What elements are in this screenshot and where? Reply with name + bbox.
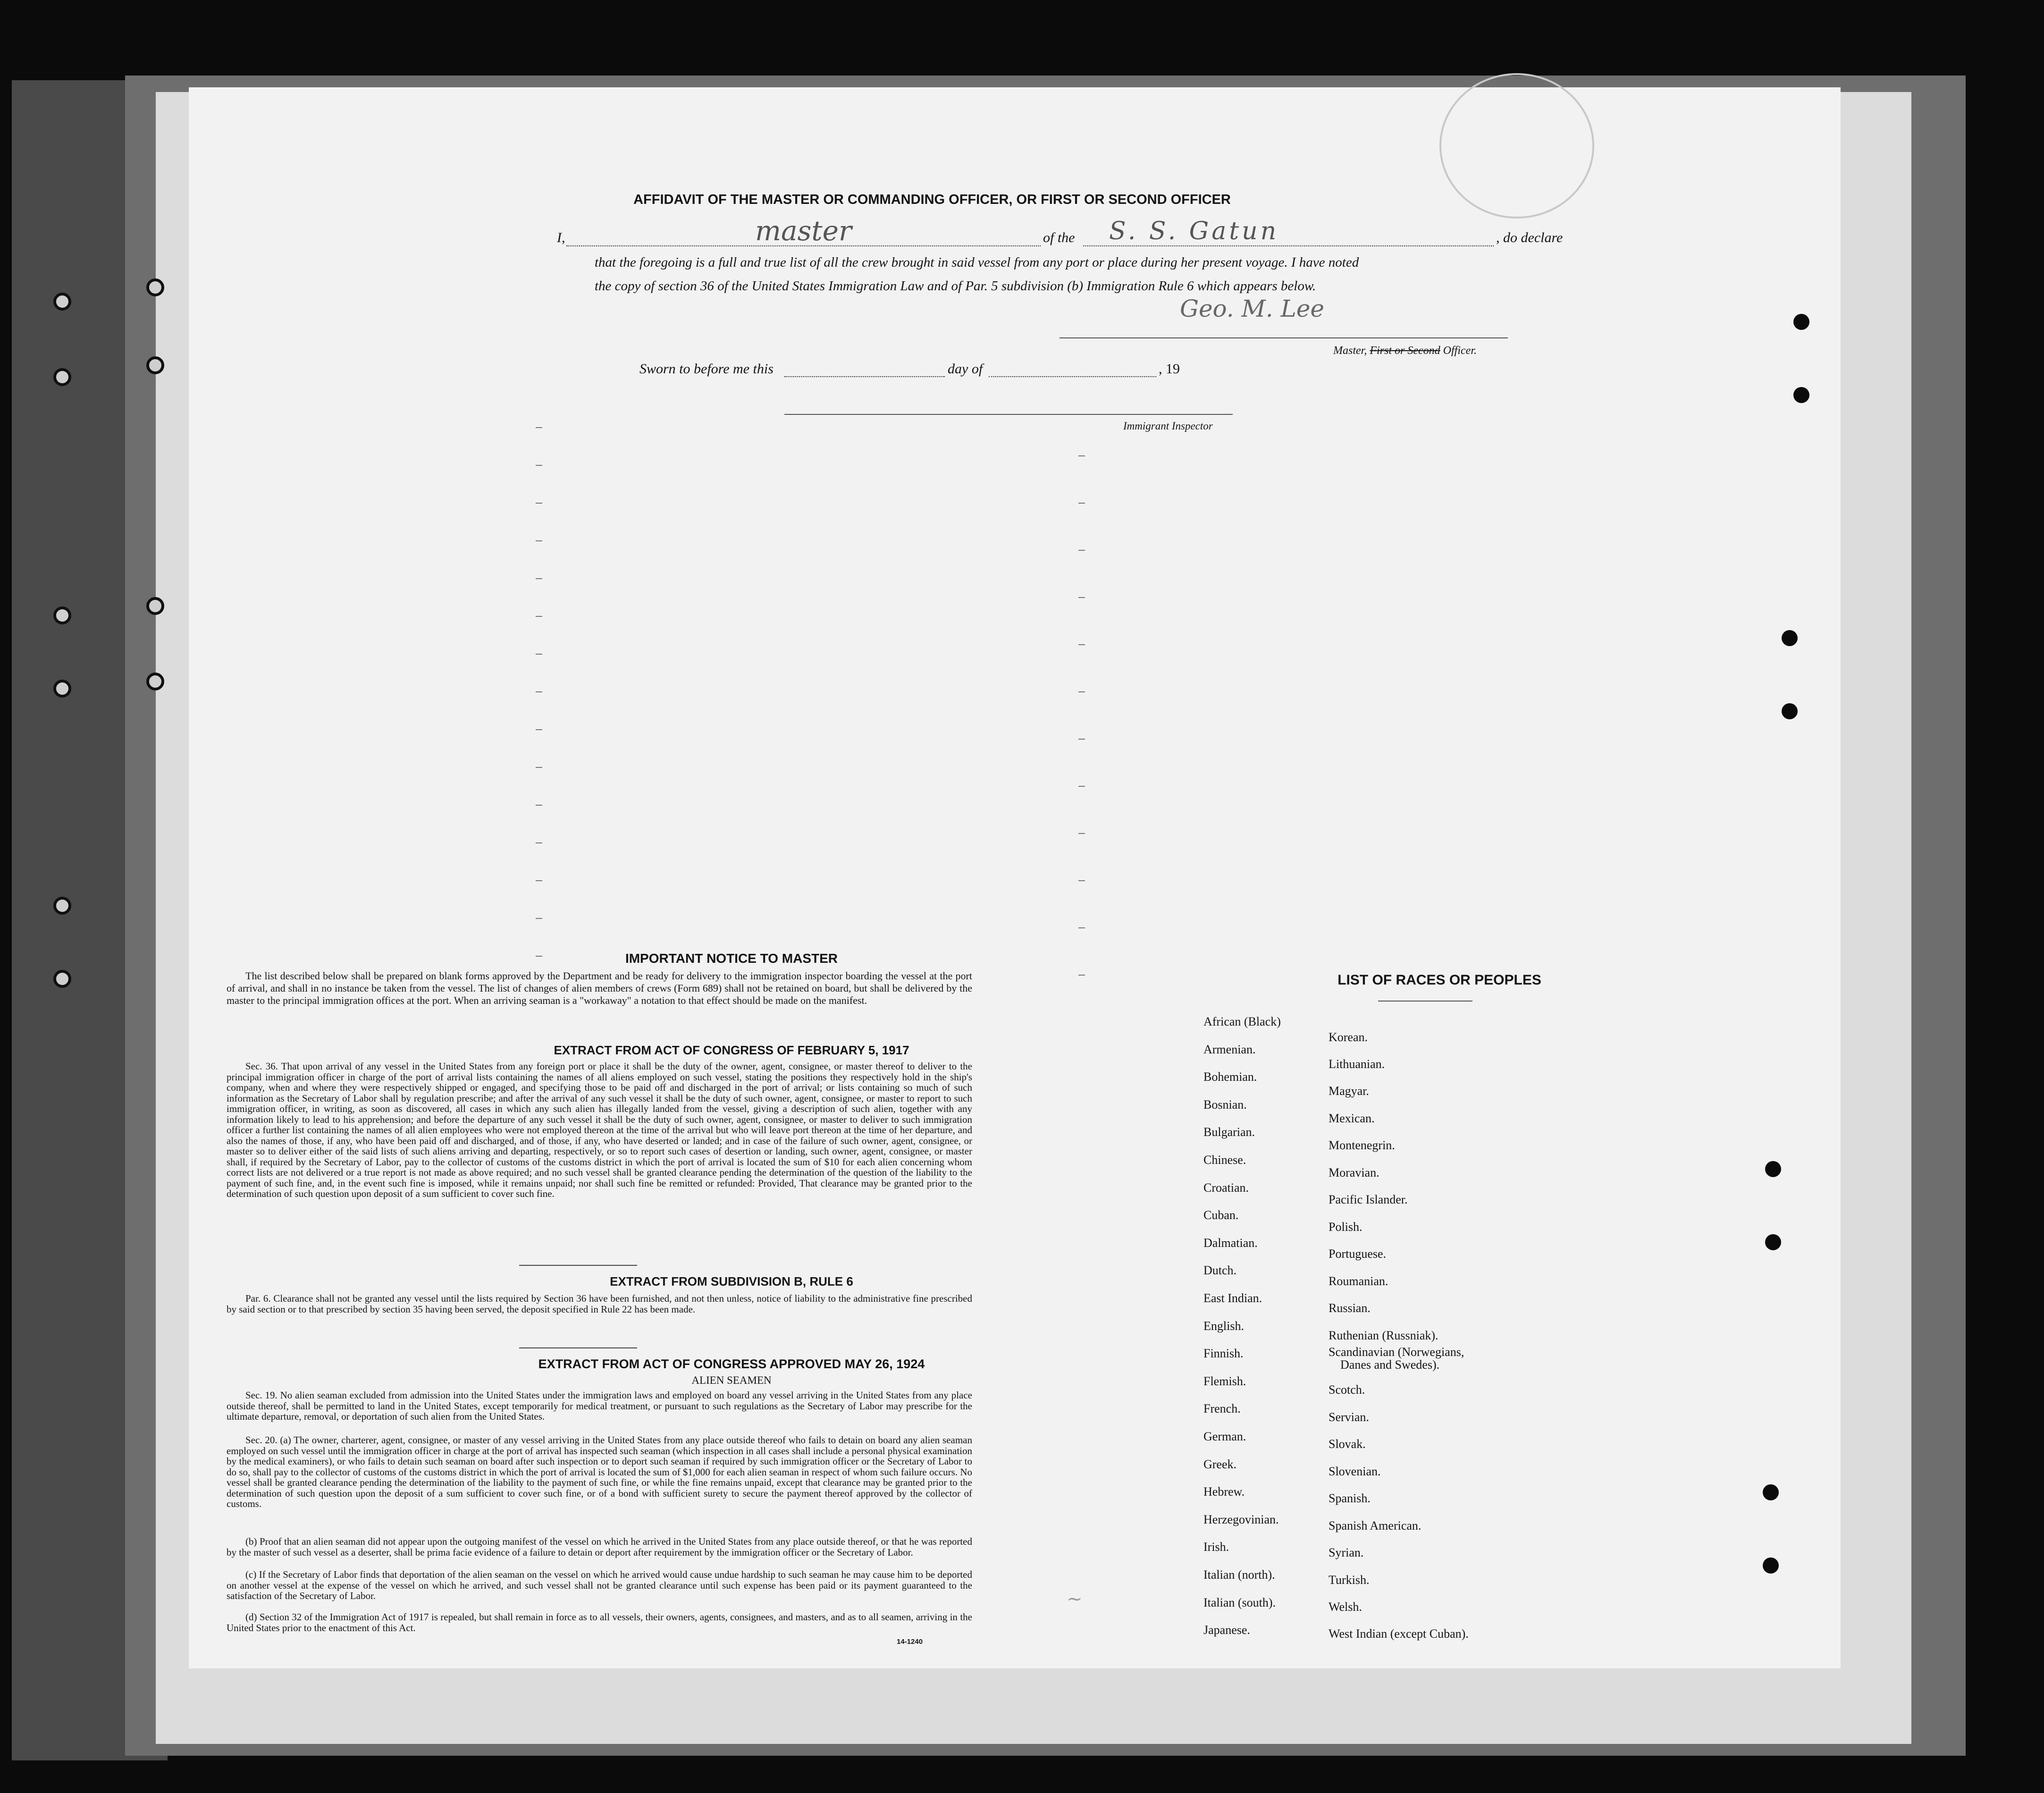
notice-text: The list described below shall be prepared on blank forms approved by the Department and be ready for delivery to the immigration inspector boarding the vessel at the port of arrival, and shall in no instance be taken from the vessel. The list of changes of alien members of crews (Form 689) shall not be retained on board, but shall be delivered by the master to the principal immigration offices at the port. When an arriving seaman is a "workaway" a notation to that effect should be made on the manifest.	[227, 970, 972, 1006]
subdivision-text: Par. 6. Clearance shall not be granted any vessel until the lists required by Section 36 have been furnished, and not then unless, notice of liability to the administrative fine prescribed by said section or to that prescribed by section 35 having been served, the deposit specified in Rule 22 has been made.	[227, 1293, 972, 1315]
race-item: Servian.	[1329, 1410, 1369, 1424]
race-item: Korean.	[1329, 1030, 1368, 1044]
race-item: Dalmatian.	[1203, 1236, 1258, 1250]
section-divider	[519, 1265, 637, 1266]
faint-mark	[1078, 975, 1085, 976]
vessel-name-line	[1083, 245, 1494, 246]
race-item: West Indian (except Cuban).	[1329, 1627, 1469, 1641]
race-item: Croatian.	[1203, 1180, 1249, 1195]
punch-hole-icon	[1763, 1484, 1779, 1500]
faint-mark	[536, 805, 542, 806]
faint-mark	[1078, 503, 1085, 504]
race-item: Cuban.	[1203, 1208, 1239, 1222]
affidavit-text-line2: that the foregoing is a full and true list of all the crew brought in said vessel from any port or place during her present voyage. I have noted	[595, 255, 1359, 270]
race-item: Scotch.	[1329, 1383, 1365, 1397]
officer-label: Officer.	[1443, 345, 1477, 357]
race-item: Mexican.	[1329, 1111, 1375, 1125]
race-item: Spanish.	[1329, 1491, 1371, 1505]
faint-mark	[1078, 927, 1085, 928]
faint-mark	[536, 918, 542, 919]
faint-mark	[536, 729, 542, 730]
extract-1924-sec20b: (b) Proof that an alien seaman did not appear upon the outgoing manifest of the vessel on which he arrived in the United States from any place outside thereof, or that he was reported by the master of such vessel as a deserter, shall be prima facie evidence of a failure to detain or deport after requirement by the immigration officer or the Secretary of Labor.	[227, 1536, 972, 1558]
race-item: Scandinavian (Norwegians,	[1329, 1345, 1464, 1359]
form-number: 14-1240	[897, 1638, 923, 1646]
affidavit-text-line3: the copy of section 36 of the United States Immigration Law and of Par. 5 subdivision (b) Immigration Rule 6 which appears below.	[595, 278, 1316, 294]
race-item: Chinese.	[1203, 1153, 1246, 1167]
extract-1924-sec20a: Sec. 20. (a) The owner, charterer, agent, consignee, or master of any vessel arriving in the United States from any place outside thereof who fails to detain on board any alien seaman employed on such vessel until the immigration officer in charge at the port of arrival has inspected such seaman (which inspection in all cases shall include a personal physical examination by the medical examiners), or who fails to detain such seaman on board after such inspection or to deport such seaman if required by such immigration officer or the Secretary of Labor to do so, shall pay to the collector of customs of the customs district in which the port of arrival is located the sum of $1,000 for each alien seaman in respect of whom such failure occurs. No vessel shall be granted clearance pending the determination of the liability to the payment of such fine, or while the fine remains unpaid, except that clearance may be granted prior to the determination of such question upon the deposit of a sum sufficient to cover such fine, or of a bond with sufficient surety to secure the payment thereof approved by the collector of customs.	[227, 1434, 972, 1509]
binder-hole-icon	[53, 293, 71, 311]
race-item: Moravian.	[1329, 1166, 1379, 1179]
extract-1924-sec19: Sec. 19. No alien seaman excluded from admission into the United States under the immigration laws and employed on board any vessel arriving in the United States from any place outside thereof, shall be permitted to land in the United States, except temporarily for medical treatment, or pursuant to such regulations as the Secretary of Labor may prescribe for the ultimate departure, removal, or deportation of such alien from the United States.	[227, 1389, 972, 1422]
race-item: Irish.	[1203, 1540, 1229, 1554]
race-item: Italian (south).	[1203, 1595, 1276, 1609]
punch-hole-icon	[1782, 630, 1798, 646]
punch-hole-icon	[1793, 314, 1809, 330]
section-divider	[519, 1347, 637, 1348]
extract-1924-sec20c: (c) If the Secretary of Labor finds that deportation of the alien seaman on the vessel on which he arrived would cause undue hardship to such seaman he may cause him to be deported on another vessel at the expense of the vessel on which he arrived, and such vessel shall not be granted clearance until such expense has been paid or its payment guaranteed to the satisfaction of the Secretary of Labor.	[227, 1569, 972, 1601]
race-item: Welsh.	[1329, 1600, 1362, 1614]
punch-hole-icon	[1793, 387, 1809, 403]
race-item: Magyar.	[1329, 1084, 1369, 1098]
master-officer-label	[1333, 345, 1477, 357]
races-title: LIST OF RACES OR PEOPLES	[1337, 972, 1541, 988]
faint-mark	[536, 465, 542, 466]
race-item: Turkish.	[1329, 1573, 1370, 1587]
faint-mark	[1078, 455, 1085, 456]
faint-mark	[536, 691, 542, 692]
binder-hole-icon	[53, 368, 71, 386]
race-item: Pacific Islander.	[1329, 1193, 1408, 1206]
binder-hole-icon	[53, 680, 71, 698]
faint-mark	[536, 578, 542, 579]
race-item: French.	[1203, 1402, 1241, 1416]
master-name-handwritten: master	[755, 215, 852, 247]
race-item: Portuguese.	[1329, 1247, 1387, 1261]
master-label: Master,	[1333, 345, 1367, 357]
punch-hole-icon	[1765, 1234, 1781, 1250]
faint-mark	[536, 503, 542, 504]
race-item: Montenegrin.	[1329, 1138, 1395, 1152]
faint-mark	[1078, 691, 1085, 692]
race-item: Bohemian.	[1203, 1070, 1257, 1084]
race-item: Herzegovinian.	[1203, 1512, 1279, 1526]
race-item: Bulgarian.	[1203, 1125, 1255, 1139]
sworn-month-line	[989, 376, 1156, 377]
race-item: Bosnian.	[1203, 1097, 1247, 1111]
punch-hole-icon	[1763, 1557, 1779, 1574]
affidavit-title: AFFIDAVIT OF THE MASTER OR COMMANDING OFFICER, OR FIRST OR SECOND OFFICER	[633, 192, 1231, 207]
race-item: Flemish.	[1203, 1374, 1246, 1388]
affidavit-of-the: of the	[1043, 230, 1075, 245]
race-item: Armenian.	[1203, 1042, 1256, 1056]
binder-hole-icon	[53, 606, 71, 624]
extract-1917-title: EXTRACT FROM ACT OF CONGRESS OF FEBRUARY 5, 1917	[554, 1043, 909, 1057]
extract-1924-title: EXTRACT FROM ACT OF CONGRESS APPROVED MAY 26, 1924	[538, 1357, 925, 1371]
race-item: Italian (north).	[1203, 1568, 1275, 1582]
faint-mark	[536, 654, 542, 655]
race-item: Polish.	[1329, 1220, 1363, 1234]
day-of-label: day of	[948, 361, 983, 377]
race-item: Japanese.	[1203, 1623, 1250, 1637]
binder-hole-icon	[146, 356, 164, 374]
sworn-year-label: , 19	[1159, 361, 1180, 377]
race-item: Greek.	[1203, 1457, 1237, 1471]
binder-hole-icon	[53, 897, 71, 915]
faint-mark	[536, 427, 542, 428]
race-item: Lithuanian.	[1329, 1057, 1385, 1071]
subdivision-title: EXTRACT FROM SUBDIVISION B, RULE 6	[610, 1274, 853, 1288]
punch-hole-icon	[1765, 1161, 1781, 1177]
faint-mark	[1078, 644, 1085, 645]
punch-hole-icon	[1782, 703, 1798, 719]
race-item: Ruthenian (Russniak).	[1329, 1329, 1438, 1342]
inspector-label: Immigrant Inspector	[1123, 420, 1213, 432]
faint-mark	[1078, 880, 1085, 881]
vessel-name-handwritten: S. S. Gatun	[1109, 217, 1279, 245]
notice-title: IMPORTANT NOTICE TO MASTER	[625, 951, 838, 966]
sworn-label: Sworn to before me this	[639, 361, 774, 377]
inspector-signature-line	[784, 414, 1233, 415]
faint-mark	[536, 842, 542, 843]
race-item: Dutch.	[1203, 1263, 1237, 1278]
extract-1924-subtitle: ALIEN SEAMEN	[691, 1374, 772, 1386]
affidavit-do-declare: , do declare	[1496, 230, 1563, 245]
faint-mark	[1078, 550, 1085, 551]
race-item: German.	[1203, 1430, 1246, 1443]
race-item: Spanish American.	[1329, 1519, 1422, 1532]
sworn-day-line	[784, 376, 945, 377]
struck-officer-label: First or Second	[1370, 345, 1440, 357]
binder-hole-icon	[146, 673, 164, 690]
races-title-underline	[1378, 1001, 1472, 1002]
faint-pencil-mark: ~	[1067, 1588, 1083, 1610]
faint-mark	[536, 880, 542, 881]
race-item: Danes and Swedes).	[1340, 1358, 1440, 1372]
faint-seal-stamp	[1439, 73, 1594, 219]
faint-mark	[536, 616, 542, 617]
faint-mark	[536, 767, 542, 768]
race-item: Finnish.	[1203, 1347, 1244, 1361]
race-item: Slovenian.	[1329, 1465, 1381, 1478]
faint-mark	[1078, 597, 1085, 598]
manifest-page	[189, 87, 1841, 1668]
race-item: Hebrew.	[1203, 1485, 1245, 1499]
binder-hole-icon	[146, 597, 164, 615]
extract-1917-text: Sec. 36. That upon arrival of any vessel in the United States from any foreign port or place it shall be the duty of the owner, agent, consignee, or master thereof to deliver to the principal immigration officer in charge of the port of arrival lists containing the names of all aliens employed on such vessel, stating the positions they respectively hold in the ship's company, when and where they were respectively shipped or engaged, and specifying those to be paid off and discharged in the port of arrival; or lists containing so much of such information as the Secretary of Labor shall by regulation prescribe; and after the arrival of any such vessel it shall be the duty of such owner, agent, consignee, or master to report to such immigration officer, in writing, as soon as discovered, all cases in which any such alien has illegally landed from the vessel, giving a description of such alien, together with any information likely to lead to his apprehension; and before the departure of any such vessel it shall be the duty of such owner, agent, consignee, or master to deliver to such immigration officer a further list containing the names of all alien employees who were not employed thereon at the time of the arrival but who will leave port thereon at the time of her departure, and also the names of those, if any, who have been paid off and discharged, and of those, if any, who have deserted or landed; and in case of the failure of such owner, agent, consignee, or master so to deliver either of the said lists of such aliens arriving and departing, respectively, or so to report such cases of desertion or landing, such owner, agent, consignee, or master shall, if required by the Secretary of Labor, pay to the collector of customs of the customs district in which the port of arrival is located the sum of $10 for each alien concerning whom correct lists are not delivered or a true report is not made as above required; and no such vessel shall be granted clearance pending the determination of the question of the liability to the payment of such fine, and, in the event such fine is imposed, while it remains unpaid; nor shall such fine be remitted or refunded: Provided, That clearance may be granted prior to the determination of such question upon deposit of a sum sufficient to cover such fine.	[227, 1061, 972, 1199]
faint-mark	[1078, 833, 1085, 834]
race-item: African (Black)	[1203, 1015, 1281, 1028]
race-item: Slovak.	[1329, 1437, 1366, 1451]
master-signature: Geo. M. Lee	[1180, 295, 1324, 322]
signature-line	[1060, 337, 1508, 338]
faint-mark	[1078, 786, 1085, 787]
race-item: Roumanian.	[1329, 1274, 1388, 1288]
faint-mark	[1078, 739, 1085, 740]
race-item: English.	[1203, 1319, 1244, 1333]
race-item: Syrian.	[1329, 1546, 1364, 1559]
binder-hole-icon	[53, 970, 71, 988]
race-item: East Indian.	[1203, 1291, 1262, 1305]
faint-mark	[536, 540, 542, 541]
affidavit-i-label: I,	[557, 230, 565, 245]
binder-hole-icon	[146, 278, 164, 296]
race-item: Russian.	[1329, 1301, 1371, 1315]
extract-1924-sec20d: (d) Section 32 of the Immigration Act of 1917 is repealed, but shall remain in force as to all vessels, their owners, agents, consignees, and masters, and as to all seamen, arriving in the United States prior to the enactment of this Act.	[227, 1611, 972, 1633]
